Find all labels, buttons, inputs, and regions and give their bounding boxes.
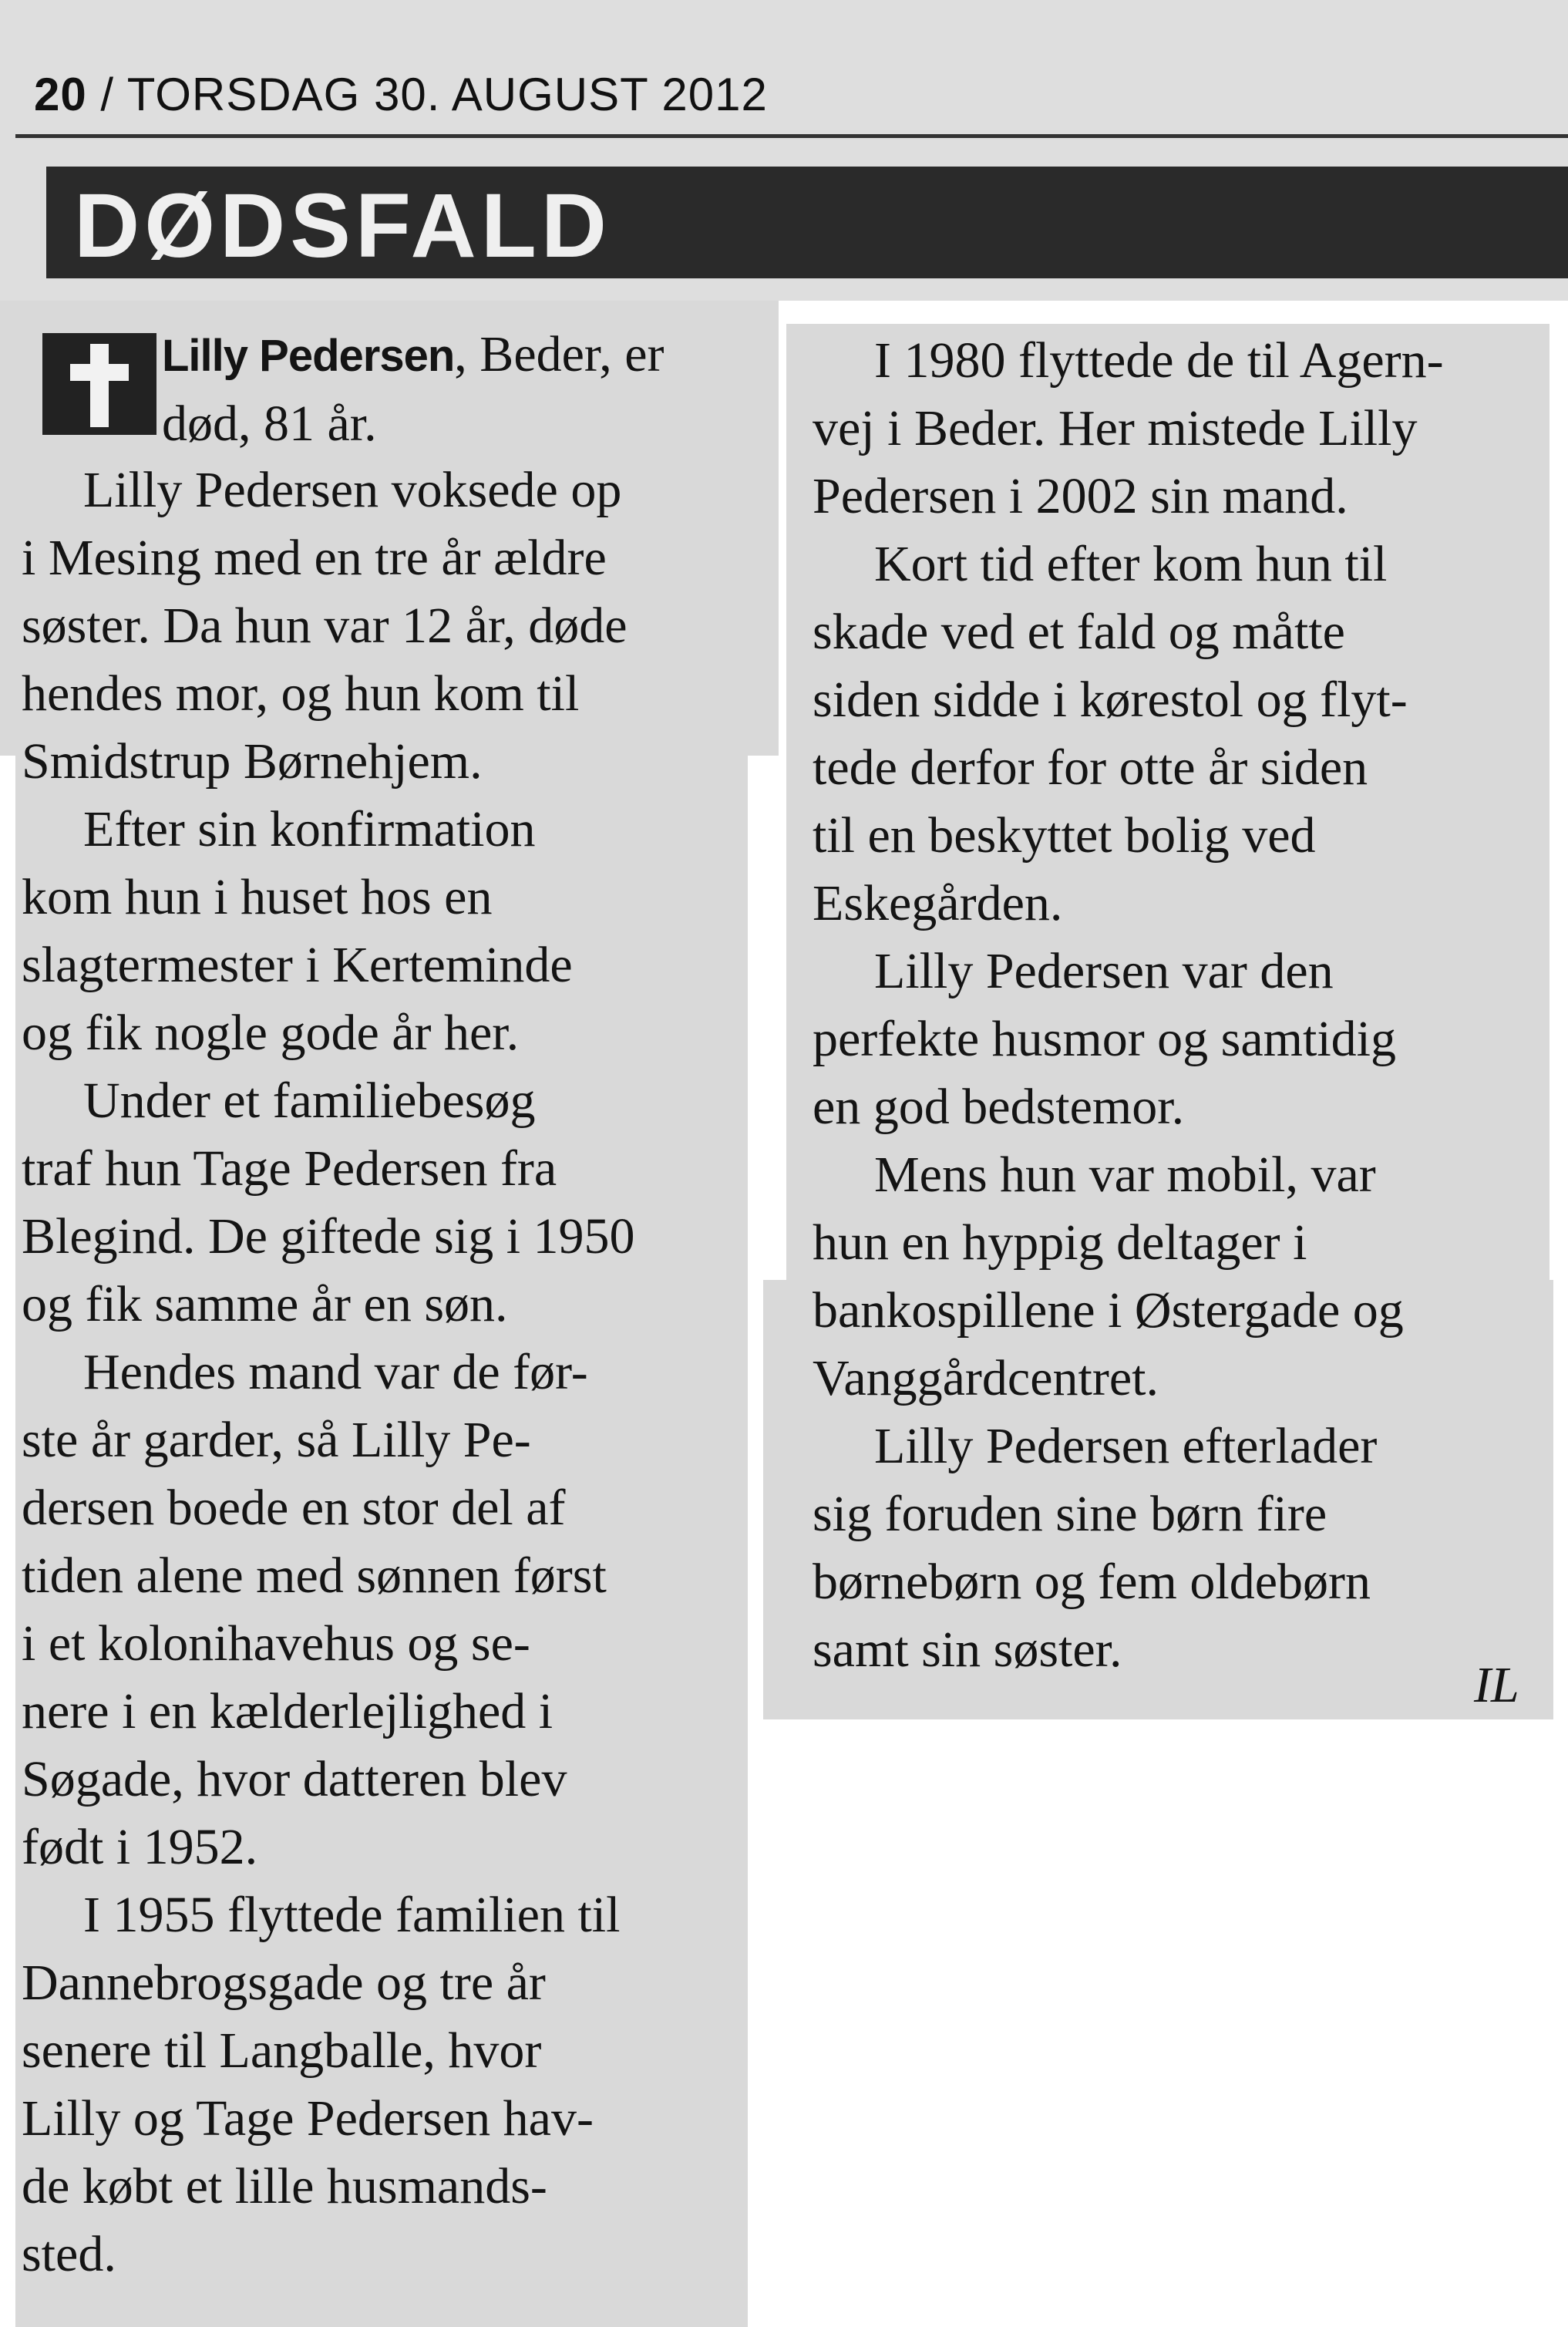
text-line: bankospillene i Østergade og [813, 1282, 1404, 1339]
text-line: Lilly og Tage Pedersen hav- [22, 2090, 594, 2147]
right-column-paragraph [813, 327, 1444, 530]
text-line: Kort tid efter kom hun til [874, 536, 1388, 592]
text-line: sted. [22, 2226, 116, 2282]
author-signature: IL [1474, 1657, 1519, 1713]
left-column-paragraph [22, 1067, 635, 1339]
text-line: født i 1952. [22, 1819, 258, 1875]
text-line: traf hun Tage Pedersen fra [22, 1140, 557, 1197]
section-title: DØDSFALD [74, 175, 611, 277]
left-column-paragraph [22, 1339, 635, 1881]
text-line: søster. Da hun var 12 år, døde [22, 598, 628, 654]
text-line: Vanggårdcentret. [813, 1350, 1159, 1406]
text-line: samt sin søster. [813, 1621, 1122, 1678]
text-line: i Mesing med en tre år ældre [22, 530, 607, 586]
text-line: ste år garder, så Lilly Pe- [22, 1412, 531, 1468]
text-line: Mens hun var mobil, var [874, 1147, 1376, 1203]
text-line: siden sidde i kørestol og flyt- [813, 672, 1408, 728]
text-line: Lilly Pedersen efterlader [874, 1418, 1378, 1474]
text-line: kom hun i huset hos en [22, 869, 493, 925]
text-line: Lilly Pedersen voksede op [83, 462, 622, 518]
text-line: Hendes mand var de før- [83, 1344, 588, 1400]
text-line: Efter sin konfirmation [83, 801, 536, 857]
text-line: perfekte husmor og samtidig [813, 1011, 1397, 1067]
text-line: hendes mor, og hun kom til [22, 665, 580, 722]
right-column-body [813, 327, 1444, 1684]
text-line: slagtermester i Kerteminde [22, 937, 573, 993]
lead-line-2: død, 81 år. [162, 396, 377, 452]
dateline-separator: / [100, 69, 115, 120]
text-line: I 1980 flyttede de til Agern- [874, 332, 1444, 389]
text-line: Lilly Pedersen var den [874, 943, 1334, 999]
right-column-paragraph [813, 530, 1444, 938]
left-column-paragraph [22, 456, 635, 796]
lead-location: , Beder, er [454, 326, 665, 382]
text-line: dersen boede en stor del af [22, 1480, 566, 1536]
publication-date: TORSDAG 30. AUGUST 2012 [126, 69, 768, 120]
text-line: i et kolonihavehus og se- [22, 1615, 530, 1672]
page-number: 20 [34, 69, 87, 120]
text-line: tede derfor for otte år siden [813, 739, 1368, 796]
deceased-name: Lilly Pedersen [162, 331, 455, 381]
text-line: Dannebrogsgade og tre år [22, 1955, 546, 2011]
text-line: sig foruden sine børn fire [813, 1486, 1327, 1542]
text-line: Søgade, hvor datteren blev [22, 1751, 567, 1807]
text-line: en god bedstemor. [813, 1079, 1185, 1135]
text-line: børnebørn og fem oldebørn [813, 1554, 1371, 1610]
left-column [162, 321, 665, 458]
dateline [34, 68, 768, 121]
text-line: og fik samme år en søn. [22, 1276, 508, 1332]
left-column-paragraph [22, 1881, 635, 2288]
lead-line-1 [162, 321, 665, 390]
text-line: til en beskyttet bolig ved [813, 807, 1316, 864]
text-line: og fik nogle gode år her. [22, 1005, 520, 1061]
text-line: hun en hyppig deltager i [813, 1214, 1307, 1271]
header-rule [15, 134, 1568, 138]
text-line: I 1955 flyttede familien til [83, 1887, 621, 1943]
text-line: tiden alene med sønnen først [22, 1547, 607, 1604]
text-line: skade ved et fald og måtte [813, 604, 1345, 660]
right-column-paragraph [813, 938, 1444, 1141]
right-column-paragraph [813, 1141, 1444, 1413]
text-line: Smidstrup Børnehjem. [22, 733, 483, 790]
left-column-paragraph [22, 796, 635, 1067]
text-line: Eskegården. [813, 875, 1063, 931]
right-column-paragraph [813, 1413, 1444, 1684]
text-line: Blegind. De giftede sig i 1950 [22, 1208, 635, 1265]
left-column-body [22, 456, 635, 2288]
text-line: Pedersen i 2002 sin mand. [813, 468, 1348, 524]
text-line: nere i en kælderlejlighed i [22, 1683, 554, 1739]
text-line: Under et familiebesøg [83, 1073, 536, 1129]
latin-cross-icon [42, 333, 156, 435]
text-line: senere til Langballe, hvor [22, 2022, 542, 2079]
text-line: vej i Beder. Her mistede Lilly [813, 400, 1418, 456]
text-line: de købt et lille husmands- [22, 2158, 547, 2214]
